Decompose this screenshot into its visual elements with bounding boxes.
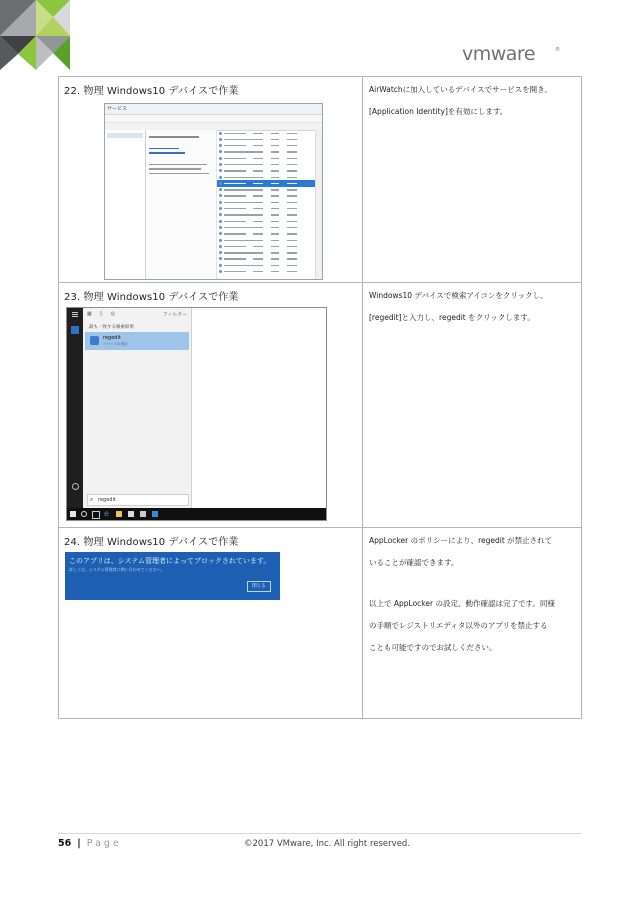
step-23-line-2: [regedit]と入力し、regedit をクリックします。: [369, 313, 535, 322]
step-23-title: 23. 物理 Windows10 デバイスで作業: [64, 292, 239, 303]
regedit-result[interactable]: [85, 332, 189, 350]
service-gear-icon: [219, 257, 222, 260]
mail-icon[interactable]: [140, 511, 146, 517]
search-panel: [83, 308, 192, 508]
start-search-screenshot: [66, 307, 327, 521]
service-gear-icon: [219, 251, 222, 254]
blocked-message-detail: 詳しくは、システム管理者に問い合わせてください。: [69, 567, 165, 572]
edge-icon[interactable]: e: [104, 509, 109, 518]
step-22-title: 22. 物理 Windows10 デバイスで作業: [64, 86, 239, 97]
service-gear-icon: [219, 194, 222, 197]
service-gear-icon: [219, 226, 222, 229]
windows-start-icon[interactable]: [70, 511, 76, 517]
services-list: [217, 130, 316, 279]
file-explorer-icon[interactable]: [116, 511, 122, 517]
step-22-description: [369, 79, 575, 123]
step-24-title: 24. 物理 Windows10 デバイスで作業: [64, 537, 239, 548]
footer-rule: [58, 833, 581, 834]
start-rail: [67, 308, 83, 508]
step-22-line-1: AirWatchに加入しているデバイスでサービスを開き、: [369, 85, 552, 94]
step-23-description: [369, 285, 575, 329]
step-24-description: [369, 530, 575, 659]
step-24-left-cell: [59, 528, 363, 719]
filter-label[interactable]: フィルター: [162, 311, 187, 318]
blocked-app-dialog: [65, 552, 280, 600]
taskbar: [67, 508, 326, 520]
step-23-right-cell: [363, 283, 582, 528]
step-22-right-cell: [363, 77, 582, 283]
service-gear-icon: [219, 188, 222, 191]
search-filter-bar: [83, 308, 191, 320]
page-separator: |: [77, 838, 81, 849]
step-row: [59, 283, 582, 528]
settings-gear-icon: [72, 483, 79, 490]
page-number-label: [58, 838, 122, 849]
service-gear-icon: [219, 138, 222, 141]
service-gear-icon: [219, 245, 222, 248]
service-gear-icon: [219, 264, 222, 267]
steps-table: [58, 76, 582, 719]
service-gear-icon: [219, 150, 222, 153]
app-icon[interactable]: [152, 511, 158, 517]
service-gear-icon: [219, 132, 222, 135]
service-gear-icon: [219, 270, 222, 273]
best-match-label: 最も一致する検索結果: [89, 325, 134, 330]
search-input-text: regedit: [98, 497, 116, 503]
task-view-icon[interactable]: [92, 511, 100, 519]
step-24-line-3: 以上で AppLocker の設定、動作確認は完了です。同様: [369, 599, 555, 608]
vmware-logo-text: vmware: [462, 43, 536, 65]
regedit-icon: [90, 336, 99, 345]
store-icon[interactable]: [128, 511, 134, 517]
regedit-result-name: regedit: [103, 335, 121, 341]
services-description-panel: [146, 130, 217, 279]
step-22-left-cell: [59, 77, 363, 283]
search-taskbar-icon[interactable]: [81, 511, 87, 517]
service-gear-icon: [219, 207, 222, 210]
corner-mosaic-graphic: [0, 0, 70, 70]
step-24-line-1: AppLocker のポリシーにより、regedit が禁止されて: [369, 536, 553, 545]
step-row: [59, 77, 582, 283]
service-gear-icon: [219, 163, 222, 166]
page-number: 56: [58, 838, 72, 849]
step-24-right-cell: [363, 528, 582, 719]
copyright-text: ©2017 VMware, Inc. All right reserved.: [244, 839, 411, 849]
services-nav-tree: [105, 130, 146, 279]
services-menu-bar: [105, 115, 322, 123]
blocked-message-title: このアプリは、システム管理者によってブロックされています。: [69, 557, 271, 565]
service-gear-icon: [219, 239, 222, 242]
close-button[interactable]: 閉じる: [247, 581, 271, 592]
service-gear-icon: [219, 182, 222, 185]
vmware-logo: [462, 42, 562, 66]
service-row[interactable]: [217, 269, 316, 275]
service-gear-icon: [219, 220, 222, 223]
service-gear-icon: [219, 232, 222, 235]
step-23-left-cell: [59, 283, 363, 528]
apps-tab-icon[interactable]: ▦: [87, 311, 92, 317]
documents-tab-icon[interactable]: ▯: [99, 311, 103, 317]
step-row: [59, 528, 582, 719]
step-24-line-2: いることが確認できます。: [369, 558, 459, 567]
service-gear-icon: [219, 176, 222, 179]
service-gear-icon: [219, 144, 222, 147]
service-gear-icon: [219, 169, 222, 172]
page-word: Page: [86, 838, 122, 849]
step-23-line-1: Windows10 デバイスで検索アイコンをクリックし、: [369, 291, 548, 300]
services-window-screenshot: [104, 103, 323, 280]
step-22-line-2: [Application Identity]を有効にします。: [369, 107, 508, 116]
service-gear-icon: [219, 213, 222, 216]
search-input[interactable]: [87, 494, 189, 506]
service-gear-icon: [219, 201, 222, 204]
registered-mark: ®: [555, 47, 560, 53]
step-24-line-5: ことも可能ですのでお試しください。: [369, 643, 497, 652]
web-tab-icon[interactable]: ◎: [110, 311, 115, 317]
search-icon: ⌕: [90, 496, 94, 503]
services-window-title: サービス: [105, 104, 322, 115]
service-gear-icon: [219, 157, 222, 160]
services-scrollbar[interactable]: [315, 130, 322, 279]
regedit-result-sub: コマンドの実行: [103, 342, 128, 346]
step-24-line-4: の手順でレジストリエディタ以外のアプリを禁止する: [369, 621, 548, 630]
